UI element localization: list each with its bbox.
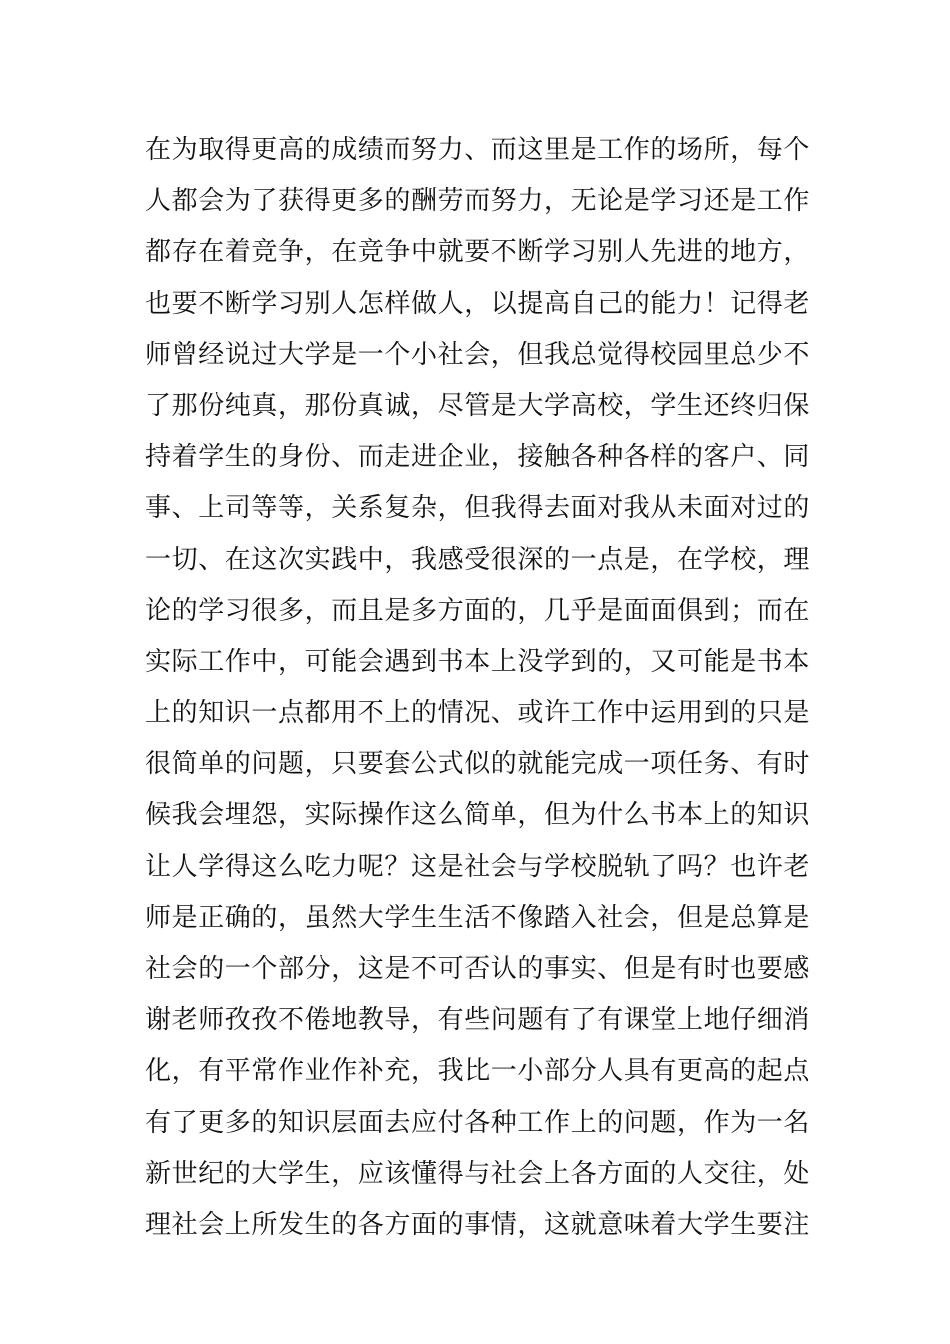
text-line: 理社会上所发生的各方面的事情，这就意味着大学生要注 xyxy=(145,1209,811,1240)
text-line: 实际工作中，可能会遇到书本上没学到的，又可能是书本 xyxy=(145,646,811,677)
text-line: 了那份纯真，那份真诚，尽管是大学高校，学生还终归保 xyxy=(145,390,811,421)
text-line: 人都会为了获得更多的酬劳而努力，无论是学习还是工作 xyxy=(145,186,811,217)
text-line: 也要不断学习别人怎样做人，以提高自己的能力！记得老 xyxy=(145,288,811,319)
text-line: 在为取得更高的成绩而努力、而这里是工作的场所，每个 xyxy=(145,135,811,165)
text-line: 一切、在这次实践中，我感受很深的一点是，在学校，理 xyxy=(145,544,811,575)
text-line: 让人学得这么吃力呢？这是社会与学校脱轨了吗？也许老 xyxy=(145,851,811,882)
text-line: 谢老师孜孜不倦地教导，有些问题有了有课堂上地仔细消 xyxy=(145,1005,811,1036)
text-line: 都存在着竞争，在竞争中就要不断学习别人先进的地方， xyxy=(145,237,811,268)
text-line: 事、上司等等，关系复杂，但我得去面对我从未面对过的 xyxy=(145,493,811,524)
text-line: 有了更多的知识层面去应付各种工作上的问题，作为一名 xyxy=(145,1107,811,1138)
text-line: 师是正确的，虽然大学生生活不像踏入社会，但是总算是 xyxy=(145,902,811,933)
text-line: 候我会埋怨，实际操作这么简单，但为什么书本上的知识 xyxy=(145,800,811,831)
text-line: 持着学生的身份、而走进企业，接触各种各样的客户、同 xyxy=(145,442,811,473)
text-line: 新世纪的大学生，应该懂得与社会上各方面的人交往，处 xyxy=(145,1158,811,1189)
text-line: 社会的一个部分，这是不可否认的事实、但是有时也要感 xyxy=(145,954,811,984)
text-line: 师曾经说过大学是一个小社会，但我总觉得校园里总少不 xyxy=(145,339,811,370)
body-paragraph xyxy=(145,125,815,1251)
text-line: 论的学习很多，而且是多方面的，几乎是面面俱到；而在 xyxy=(145,595,811,626)
text-line: 很简单的问题，只要套公式似的就能完成一项任务、有时 xyxy=(145,749,811,780)
text-line: 化，有平常作业作补充，我比一小部分人具有更高的起点 xyxy=(145,1056,811,1087)
text-line: 上的知识一点都用不上的情况、或许工作中运用到的只是 xyxy=(145,698,811,729)
